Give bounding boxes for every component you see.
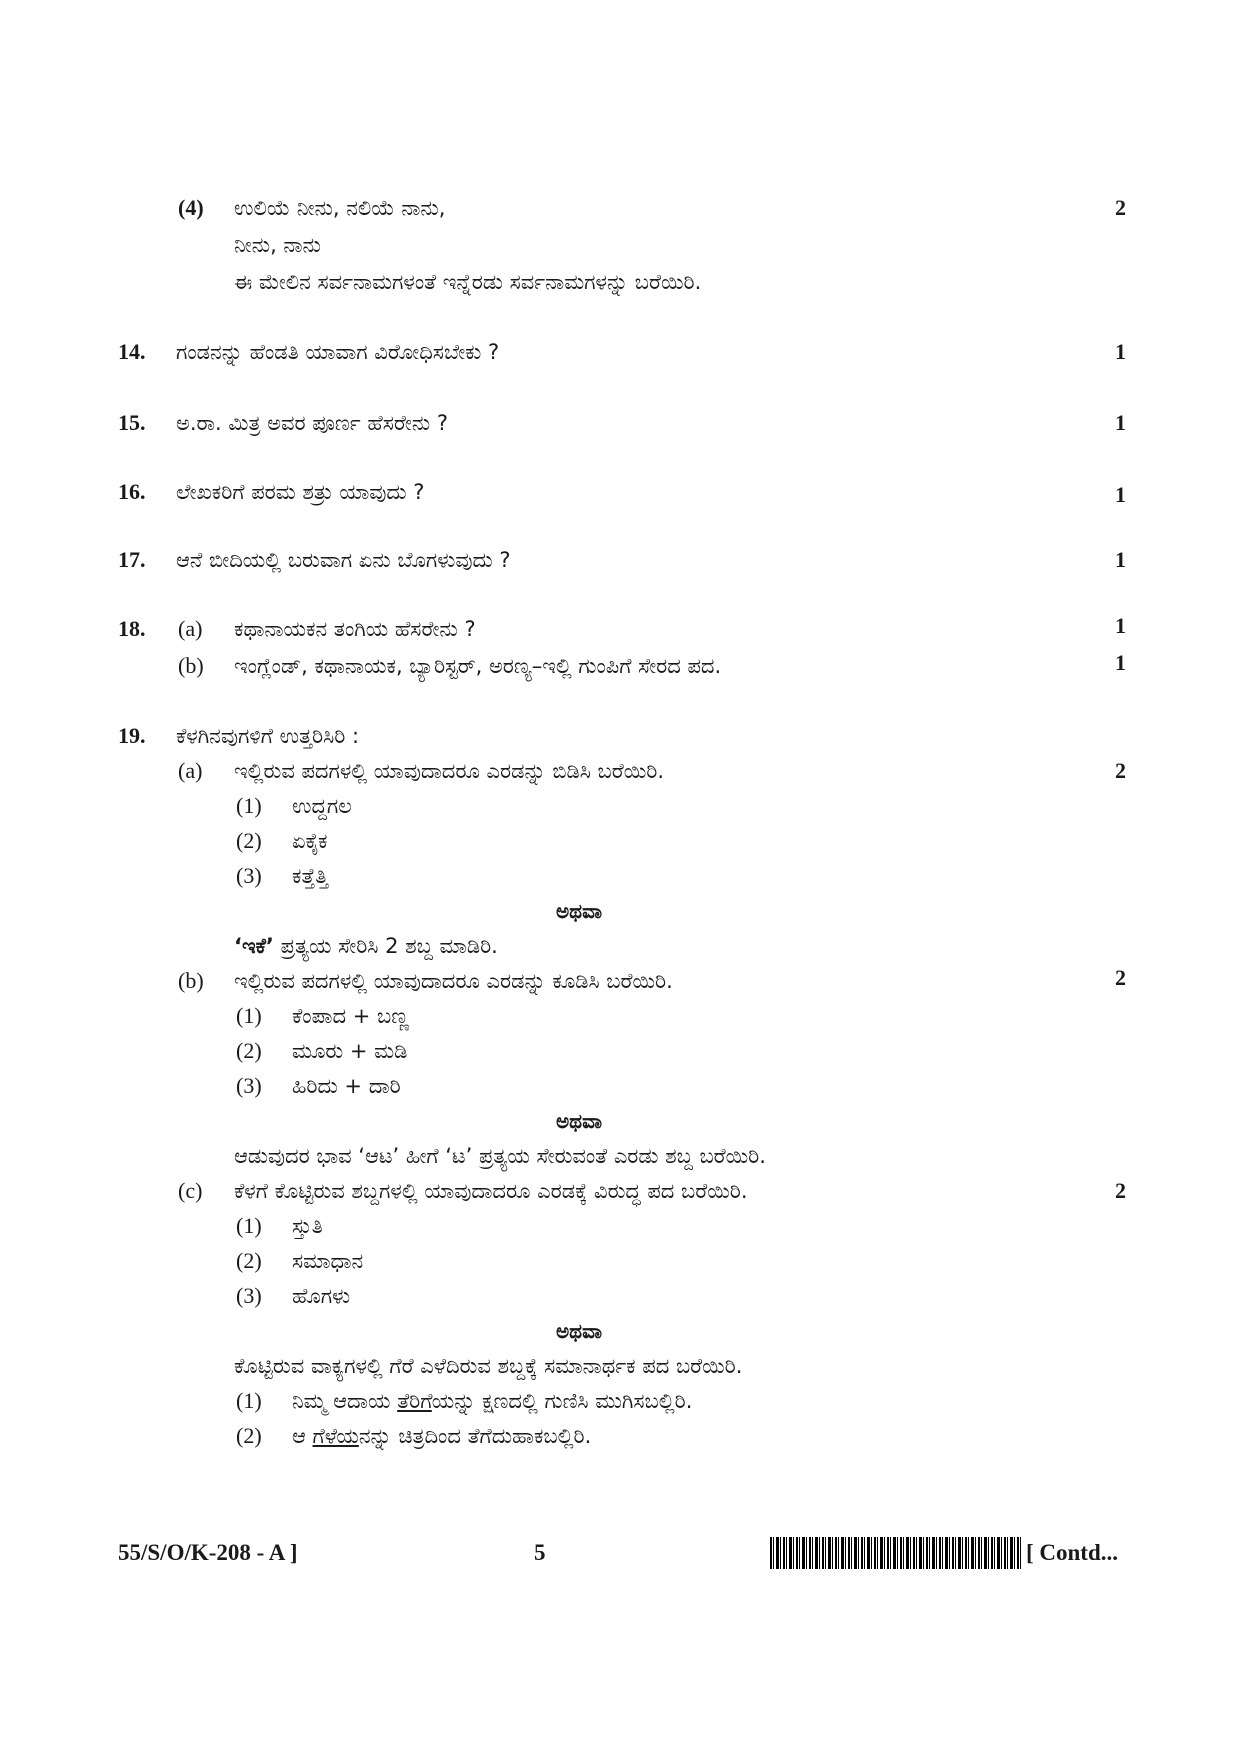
- contd-label: [ Contd...: [1026, 1540, 1119, 1565]
- q19-c-sentence-2-num: (2): [236, 1423, 262, 1448]
- q19-c-label: (c): [178, 1178, 203, 1203]
- q19-c-sentence-1: [292, 1386, 692, 1416]
- q18-b-label: (b): [178, 653, 204, 678]
- q13-4-line1: ಉಲಿಯೆ ನೀನು, ನಲಿಯೆ ನಾನು,: [234, 196, 446, 220]
- q16-number: 16.: [118, 479, 146, 504]
- q19-b-item-3-num: (3): [236, 1073, 262, 1098]
- q19-c-item-1-text: ಸ್ತುತಿ: [292, 1214, 323, 1238]
- q19-a-alt-suffix: ‘ಇಕೆ’: [234, 934, 274, 958]
- q19-c-item-1-num: (1): [236, 1213, 262, 1238]
- q18-b-text: ಇಂಗ್ಲೆಂಡ್, ಕಥಾನಾಯಕ, ಬ್ಯಾರಿಸ್ಟರ್, ಅರಣ್ಯ–ಇಲ್ಲಿ ಗುಂಪಿಗೆ ಸೇರದ ಪದ.: [234, 654, 722, 678]
- q13-4-label: (4): [178, 195, 204, 220]
- q19-b-item-2-num: (2): [236, 1038, 262, 1063]
- q19-c-item-3-num: (3): [236, 1283, 262, 1308]
- q19-c-s2-pre: ಆ: [292, 1424, 313, 1448]
- q19-a-item-1-num: (1): [236, 793, 262, 818]
- q19-b-text: ಇಲ್ಲಿರುವ ಪದಗಳಲ್ಲಿ ಯಾವುದಾದರೂ ಎರಡನ್ನು ಕೂಡಿಸಿ ಬರೆಯಿರಿ.: [234, 969, 673, 993]
- q13-4-line2: ನೀನು, ನಾನು: [234, 233, 321, 257]
- q16-marks: 1: [1115, 482, 1126, 507]
- q16-text: ಲೇಖಕರಿಗೆ ಪರಮ ಶತ್ರು ಯಾವುದು ?: [176, 480, 425, 504]
- paper-code: 55/S/O/K-208 - A ]: [118, 1540, 298, 1565]
- q18-number: 18.: [118, 616, 146, 641]
- q13-4-marks: 2: [1115, 195, 1126, 220]
- q15-marks: 1: [1115, 410, 1126, 435]
- q14-marks: 1: [1115, 339, 1126, 364]
- q19-a-label: (a): [178, 758, 203, 783]
- q19-b-marks: 2: [1115, 965, 1126, 990]
- q19-a-text: ಇಲ್ಲಿರುವ ಪದಗಳಲ್ಲಿ ಯಾವುದಾದರೂ ಎರಡನ್ನು ಬಿಡಿಸಿ ಬರೆಯಿರಿ.: [234, 759, 665, 783]
- q19-b-item-2-text: ಮೂರು + ಮಡಿ: [292, 1039, 408, 1063]
- q19-c-s2-underlined: ಗೆಳೆಯ: [312, 1424, 359, 1448]
- q18-a-label: (a): [178, 616, 203, 641]
- q18-a-marks: 1: [1115, 613, 1126, 638]
- q19-a-item-2-num: (2): [236, 828, 262, 853]
- q19-c-s2-post: ನನ್ನು ಚಿತ್ರದಿಂದ ತೆಗೆದುಹಾಕಬಲ್ಲಿರಿ.: [358, 1424, 592, 1448]
- q19-a-athava: ಅಥವಾ: [556, 899, 602, 923]
- q19-c-text: ಕೆಳಗೆ ಕೊಟ್ಟಿರುವ ಶಬ್ದಗಳಲ್ಲಿ ಯಾವುದಾದರೂ ಎರಡಕ್ಕೆ ವಿರುದ್ಧ ಪದ ಬರೆಯಿರಿ.: [234, 1179, 748, 1203]
- q19-c-athava: ಅಥವಾ: [556, 1319, 602, 1343]
- q19-c-item-2-num: (2): [236, 1248, 262, 1273]
- q19-c-alternative: ಕೊಟ್ಟಿರುವ ವಾಕ್ಯಗಳಲ್ಲಿ ಗೆರೆ ಎಳೆದಿರುವ ಶಬ್ದಕ್ಕೆ ಸಮಾನಾರ್ಥಕ ಪದ ಬರೆಯಿರಿ.: [234, 1354, 743, 1378]
- q17-text: ಆನೆ ಬೀದಿಯಲ್ಲಿ ಬರುವಾಗ ಏನು ಬೊಗಳುವುದು ?: [176, 548, 511, 572]
- q19-a-alt-rest: ಪ್ರತ್ಯಯ ಸೇರಿಸಿ 2 ಶಬ್ದ ಮಾಡಿರಿ.: [273, 934, 498, 958]
- q19-b-athava: ಅಥವಾ: [556, 1109, 602, 1133]
- q19-b-item-1-text: ಕೆಂಪಾದ + ಬಣ್ಣ: [292, 1004, 410, 1028]
- q18-b-marks: 1: [1115, 650, 1126, 675]
- q19-b-item-1-num: (1): [236, 1003, 262, 1028]
- q19-c-s1-post: ಯನ್ನು ಕ್ಷಣದಲ್ಲಿ ಗುಣಿಸಿ ಮುಗಿಸಬಲ್ಲಿರಿ.: [431, 1389, 693, 1413]
- q19-b-alternative: ಆಡುವುದರ ಭಾವ ‘ಆಟ’ ಹೀಗೆ ‘ಟ’ ಪ್ರತ್ಯಯ ಸೇರುವಂತೆ ಎರಡು ಶಬ್ದ ಬರೆಯಿರಿ.: [234, 1144, 766, 1168]
- q19-c-marks: 2: [1115, 1178, 1126, 1203]
- q15-number: 15.: [118, 410, 146, 435]
- q19-a-marks: 2: [1115, 758, 1126, 783]
- barcode-image: [770, 1537, 1022, 1569]
- q19-number: 19.: [118, 723, 146, 748]
- q19-c-s1-pre: ನಿಮ್ಮ ಆದಾಯ: [292, 1389, 398, 1413]
- q19-b-item-3-text: ಹಿರಿದು + ದಾರಿ: [292, 1074, 401, 1098]
- q19-b-label: (b): [178, 968, 204, 993]
- q19-a-item-3-text: ಕತ್ತೆತ್ತಿ: [292, 864, 329, 888]
- q19-a-item-2-text: ಏಕೈಕ: [292, 829, 328, 853]
- q18-a-text: ಕಥಾನಾಯಕನ ತಂಗಿಯ ಹೆಸರೇನು ?: [234, 617, 476, 641]
- q17-number: 17.: [118, 547, 146, 572]
- q19-c-sentence-2: [292, 1421, 591, 1451]
- q19-a-item-3-num: (3): [236, 863, 262, 888]
- q19-c-s1-underlined: ತೆರಿಗೆ: [397, 1389, 432, 1413]
- q19-c-item-3-text: ಹೊಗಳು: [292, 1284, 351, 1308]
- q13-4-line3: ಈ ಮೇಲಿನ ಸರ್ವನಾಮಗಳಂತೆ ಇನ್ನೆರಡು ಸರ್ವನಾಮಗಳನ್ನು ಬರೆಯಿರಿ.: [234, 270, 702, 294]
- q14-text: ಗಂಡನನ್ನು ಹೆಂಡತಿ ಯಾವಾಗ ವಿರೋಧಿಸಬೇಕು ?: [176, 340, 500, 364]
- q19-a-alternative: [234, 931, 498, 961]
- page-number: 5: [534, 1540, 546, 1565]
- q17-marks: 1: [1115, 547, 1126, 572]
- q19-c-item-2-text: ಸಮಾಧಾನ: [292, 1249, 364, 1273]
- q15-text: ಅ.ರಾ. ಮಿತ್ರ ಅವರ ಪೂರ್ಣ ಹೆಸರೇನು ?: [176, 411, 449, 435]
- q19-c-sentence-1-num: (1): [236, 1388, 262, 1413]
- q19-a-item-1-text: ಉದ್ದಗಲ: [292, 794, 352, 818]
- q19-intro: ಕೆಳಗಿನವುಗಳಿಗೆ ಉತ್ತರಿಸಿರಿ :: [176, 724, 360, 748]
- q14-number: 14.: [118, 339, 146, 364]
